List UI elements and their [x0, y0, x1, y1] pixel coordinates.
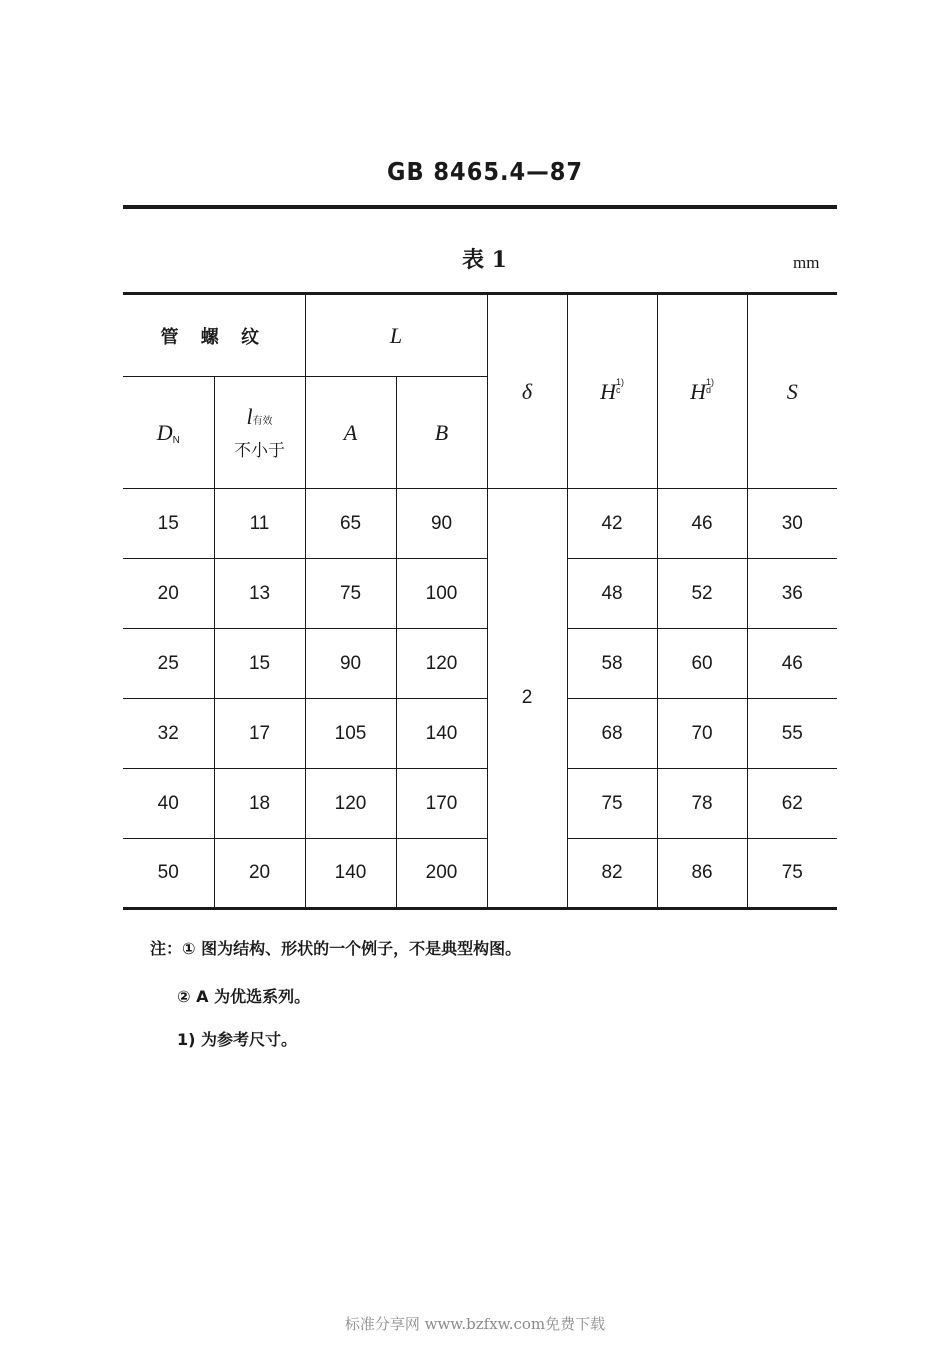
cell-Hc: 42 [567, 489, 657, 559]
cell-DN: 50 [123, 839, 214, 909]
cell-A: 120 [305, 769, 396, 839]
cell-S: 75 [747, 839, 837, 909]
header-Hc: H 1) c [567, 294, 657, 489]
cell-DN: 15 [123, 489, 214, 559]
dimension-table [123, 292, 837, 910]
cell-DN: 32 [123, 699, 214, 769]
cell-l: 13 [214, 559, 305, 629]
cell-A: 65 [305, 489, 396, 559]
header-S: S [747, 294, 837, 489]
cell-B: 140 [396, 699, 487, 769]
cell-Hc: 48 [567, 559, 657, 629]
header-B: B [396, 377, 487, 489]
cell-DN: 25 [123, 629, 214, 699]
cell-Hd: 86 [657, 839, 747, 909]
cell-Hd: 70 [657, 699, 747, 769]
cell-A: 90 [305, 629, 396, 699]
cell-Hd: 78 [657, 769, 747, 839]
cell-B: 90 [396, 489, 487, 559]
header-row-1 [123, 294, 837, 377]
cell-l: 20 [214, 839, 305, 909]
header-Hd: H 1) d [657, 294, 747, 489]
note-1: 注：① 图为结构、形状的一个例子，不是典型构图。 [150, 939, 522, 958]
table-row [123, 489, 837, 559]
cell-B: 200 [396, 839, 487, 909]
note-2: ② A 为优选系列。 [177, 987, 311, 1006]
table-row [123, 629, 837, 699]
unit-label: mm [793, 253, 820, 272]
table-row [123, 699, 837, 769]
header-DN: $D_N$ [123, 377, 214, 489]
table-row [123, 769, 837, 839]
table-caption: 表 1 [462, 247, 507, 273]
header-l-effective: l有效 不小于 [214, 377, 305, 489]
table-row [123, 839, 837, 909]
cell-DN: 40 [123, 769, 214, 839]
cell-S: 46 [747, 629, 837, 699]
header-delta: δ [487, 294, 567, 489]
page-title: GB 8465.4—87 [386, 157, 583, 186]
cell-l: 15 [214, 629, 305, 699]
cell-DN: 20 [123, 559, 214, 629]
cell-Hd: 46 [657, 489, 747, 559]
header-rule [123, 205, 837, 209]
cell-Hc: 82 [567, 839, 657, 909]
cell-A: 105 [305, 699, 396, 769]
cell-Hd: 52 [657, 559, 747, 629]
header-pipe-thread: 管 螺 纹 [123, 294, 305, 377]
cell-Hd: 60 [657, 629, 747, 699]
header-A: A [305, 377, 396, 489]
cell-S: 55 [747, 699, 837, 769]
cell-A: 75 [305, 559, 396, 629]
cell-l: 11 [214, 489, 305, 559]
note-3: 1) 为参考尺寸。 [177, 1030, 298, 1049]
header-L: L [305, 294, 487, 377]
cell-B: 100 [396, 559, 487, 629]
cell-S: 30 [747, 489, 837, 559]
cell-delta: 2 [487, 489, 567, 909]
cell-l: 18 [214, 769, 305, 839]
cell-B: 120 [396, 629, 487, 699]
table-row [123, 559, 837, 629]
cell-A: 140 [305, 839, 396, 909]
cell-S: 36 [747, 559, 837, 629]
cell-Hc: 75 [567, 769, 657, 839]
cell-S: 62 [747, 769, 837, 839]
cell-B: 170 [396, 769, 487, 839]
cell-Hc: 58 [567, 629, 657, 699]
footer-watermark: 标准分享网 www.bzfxw.com免费下载 [344, 1315, 606, 1333]
cell-Hc: 68 [567, 699, 657, 769]
cell-l: 17 [214, 699, 305, 769]
